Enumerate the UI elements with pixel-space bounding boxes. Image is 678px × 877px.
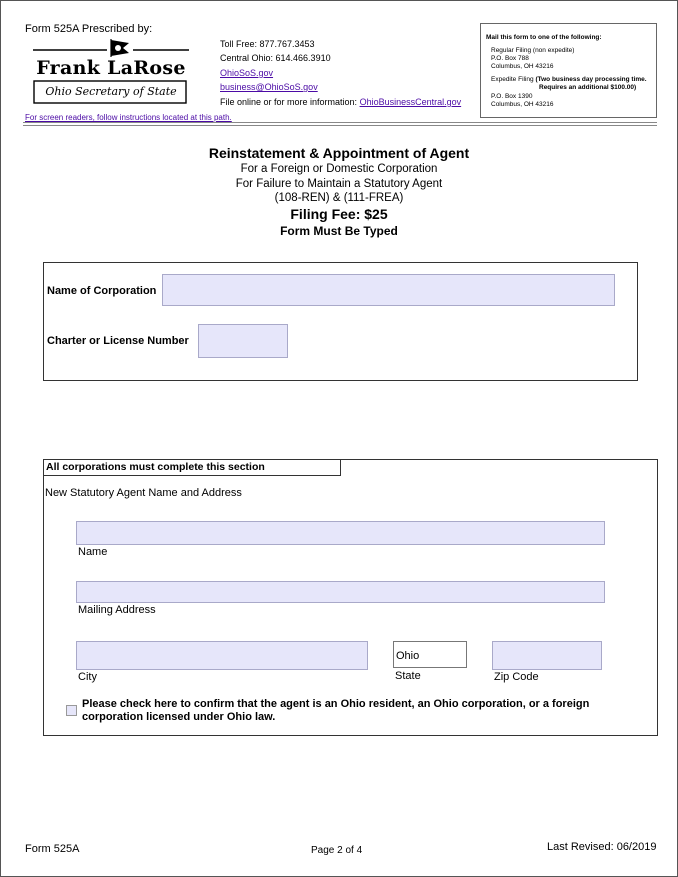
mail-box xyxy=(480,23,657,118)
sos-logo xyxy=(31,37,191,107)
title-line-2: For Failure to Maintain a Statutory Agent xyxy=(235,178,443,190)
checkbox-text-line-1: Please check here to confirm that the agent is an Ohio resident, an Ohio corporation, or a foreign xyxy=(82,698,590,710)
corporation-name-label: Name of Corporation xyxy=(47,285,157,297)
city-label: City xyxy=(78,671,97,683)
website-link[interactable]: OhioSoS.gov xyxy=(220,68,274,78)
mailing-address-label: Mailing Address xyxy=(78,604,156,616)
filing-fee: Filing Fee: $25 xyxy=(290,206,388,222)
form-title: Reinstatement & Appointment of Agent xyxy=(208,145,470,161)
zip-code-label: Zip Code xyxy=(494,671,539,683)
regular-city-text: Columbus, OH 43216 xyxy=(491,63,554,70)
expedite-bold: (Two business day processing time. xyxy=(535,76,647,83)
form-prescribed-text: Form 525A Prescribed by: xyxy=(25,23,153,35)
expedite-bold-2: Requires an additional $100.00) xyxy=(539,84,637,91)
regular-filing-text: Regular Filing (non expedite) xyxy=(491,47,575,54)
state-input[interactable]: Ohio xyxy=(393,641,467,668)
state-label: State xyxy=(395,670,421,682)
header-rule-2 xyxy=(23,125,657,126)
expedite-filing-text xyxy=(491,76,647,83)
footer-page-number: Page 2 of 4 xyxy=(311,845,363,856)
footer-form-id: Form 525A xyxy=(25,843,80,855)
logo-name: Frank LaRose xyxy=(36,57,186,79)
expedite-city-text: Columbus, OH 43216 xyxy=(491,101,554,108)
checkbox-text-line-2: corporation licensed under Ohio law. xyxy=(82,711,276,723)
mail-box-title: Mail this form to one of the following: xyxy=(486,34,602,41)
zip-code-input[interactable] xyxy=(492,641,602,670)
charter-number-input[interactable] xyxy=(198,324,288,358)
central-ohio-text: Central Ohio: 614.466.3910 xyxy=(220,53,331,63)
title-line-1: For a Foreign or Domestic Corporation xyxy=(240,163,438,175)
agent-subheader: New Statutory Agent Name and Address xyxy=(45,487,242,499)
ohio-agent-checkbox[interactable] xyxy=(66,705,77,716)
business-central-link[interactable]: OhioBusinessCentral.gov xyxy=(359,97,462,107)
file-online-text: File online or for more information: xyxy=(220,97,360,107)
logo-title: Ohio Secretary of State xyxy=(45,85,177,98)
agent-name-label: Name xyxy=(78,546,108,558)
expedite-prefix: Expedite Filing xyxy=(491,76,536,83)
file-online-line xyxy=(220,97,461,107)
agent-name-input[interactable] xyxy=(76,521,605,545)
screen-reader-link[interactable]: For screen readers, follow instructions located at this path. xyxy=(25,113,232,122)
corporation-name-input[interactable] xyxy=(162,274,615,306)
regular-box-text: P.O. Box 788 xyxy=(491,55,529,62)
email-link[interactable]: business@OhioSoS.gov xyxy=(220,82,318,92)
title-line-3: (108-REN) & (111-FREA) xyxy=(274,192,404,204)
mailing-address-input[interactable] xyxy=(76,581,605,603)
header-rule xyxy=(23,122,657,123)
charter-number-label: Charter or License Number xyxy=(47,335,189,347)
footer-last-revised: Last Revised: 06/2019 xyxy=(547,841,657,853)
city-input[interactable] xyxy=(76,641,368,670)
form-typed-notice: Form Must Be Typed xyxy=(280,224,398,238)
agent-section-header: All corporations must complete this section xyxy=(46,461,265,473)
toll-free-text: Toll Free: 877.767.3453 xyxy=(220,39,315,49)
expedite-box-text: P.O. Box 1390 xyxy=(491,93,533,100)
